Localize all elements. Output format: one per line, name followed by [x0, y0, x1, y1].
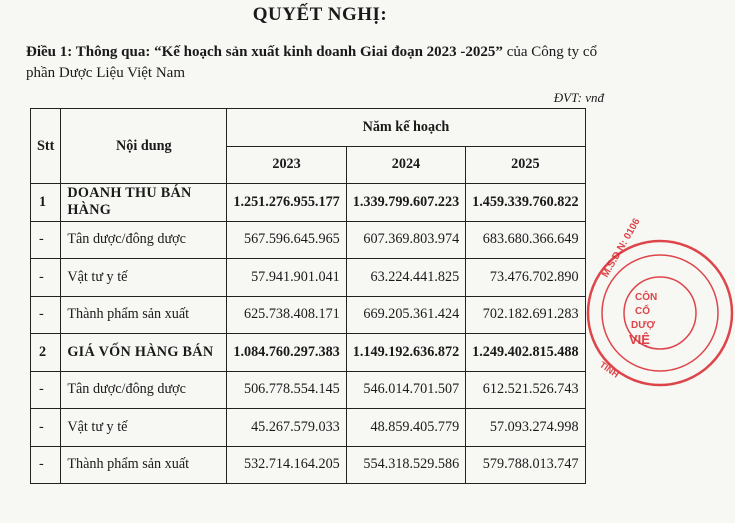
row-value-2023: 1.251.276.955.177 — [227, 184, 346, 222]
row-value-2023: 625.738.408.171 — [227, 296, 346, 334]
row-value-2025: 73.476.702.890 — [466, 259, 585, 297]
header-stt: Stt — [31, 109, 61, 184]
row-stt: - — [31, 446, 61, 484]
svg-text:TỈNH: TỈNH — [597, 359, 621, 380]
row-label: Tân dược/đông dược — [61, 221, 227, 259]
table-row — [31, 221, 586, 259]
row-value-2023: 45.267.579.033 — [227, 409, 346, 447]
row-value-2025: 1.249.402.815.488 — [466, 334, 585, 372]
row-value-2024: 48.859.405.779 — [346, 409, 465, 447]
table-row — [31, 409, 586, 447]
svg-text:M.S.D.N: 0106: M.S.D.N: 0106 — [600, 216, 643, 280]
header-content: Nội dung — [61, 109, 227, 184]
svg-text:CÔN: CÔN — [635, 292, 658, 303]
row-value-2024: 554.318.529.586 — [346, 446, 465, 484]
row-value-2024: 1.149.192.636.872 — [346, 334, 465, 372]
table-header-row — [31, 109, 586, 147]
table-row — [31, 334, 586, 372]
row-value-2025: 1.459.339.760.822 — [466, 184, 585, 222]
table-row — [31, 259, 586, 297]
row-value-2024: 546.014.701.507 — [346, 371, 465, 409]
row-value-2024: 63.224.441.825 — [346, 259, 465, 297]
row-label: Tân dược/đông dược — [61, 371, 227, 409]
row-label: Vật tư y tế — [61, 409, 227, 447]
currency-unit-note: ĐVT: vnđ — [553, 90, 604, 105]
row-value-2025: 57.093.274.998 — [466, 409, 585, 447]
table-row — [31, 184, 586, 222]
row-label: Vật tư y tế — [61, 259, 227, 297]
row-value-2023: 57.941.901.041 — [227, 259, 346, 297]
article-paragraph — [26, 42, 606, 84]
company-seal-stamp — [585, 216, 735, 388]
row-stt: 1 — [31, 184, 61, 222]
row-stt: 2 — [31, 334, 61, 372]
header-year-2024: 2024 — [346, 146, 465, 184]
table-row — [31, 446, 586, 484]
row-value-2023: 567.596.645.965 — [227, 221, 346, 259]
row-value-2024: 607.369.803.974 — [346, 221, 465, 259]
svg-text:CỔ: CỔ — [635, 306, 650, 317]
svg-text:VIỆ: VIỆ — [629, 332, 650, 347]
row-value-2025: 683.680.366.649 — [466, 221, 585, 259]
header-year-2023: 2023 — [227, 146, 346, 184]
row-value-2024: 669.205.361.424 — [346, 296, 465, 334]
document-title: QUYẾT NGHỊ: — [252, 4, 388, 25]
row-value-2023: 532.714.164.205 — [227, 446, 346, 484]
article-lead: Điều 1: Thông qua: “Kế hoạch sản xuất kinh doanh Giai đoạn 2023 -2025” — [26, 44, 503, 60]
row-value-2023: 506.778.554.145 — [227, 371, 346, 409]
row-stt: - — [31, 371, 61, 409]
row-value-2023: 1.084.760.297.383 — [227, 334, 346, 372]
business-plan-table — [30, 108, 586, 484]
svg-text:DƯỢ: DƯỢ — [631, 320, 656, 331]
row-stt: - — [31, 296, 61, 334]
row-stt: - — [31, 409, 61, 447]
row-stt: - — [31, 259, 61, 297]
row-value-2025: 702.182.691.283 — [466, 296, 585, 334]
row-label: DOANH THU BÁN HÀNG — [61, 184, 227, 222]
table-body — [31, 184, 586, 484]
row-stt: - — [31, 221, 61, 259]
row-value-2024: 1.339.799.607.223 — [346, 184, 465, 222]
row-value-2025: 579.788.013.747 — [466, 446, 585, 484]
row-label: Thành phẩm sản xuất — [61, 296, 227, 334]
header-year-2025: 2025 — [466, 146, 585, 184]
row-label: GIÁ VỐN HÀNG BÁN — [61, 334, 227, 372]
row-value-2025: 612.521.526.743 — [466, 371, 585, 409]
header-plan-years: Năm kế hoạch — [227, 109, 585, 147]
table-row — [31, 371, 586, 409]
table-row — [31, 296, 586, 334]
article-rest: của Công ty cổ phần Dược Liệu Việt Nam — [26, 44, 598, 81]
row-label: Thành phẩm sản xuất — [61, 446, 227, 484]
